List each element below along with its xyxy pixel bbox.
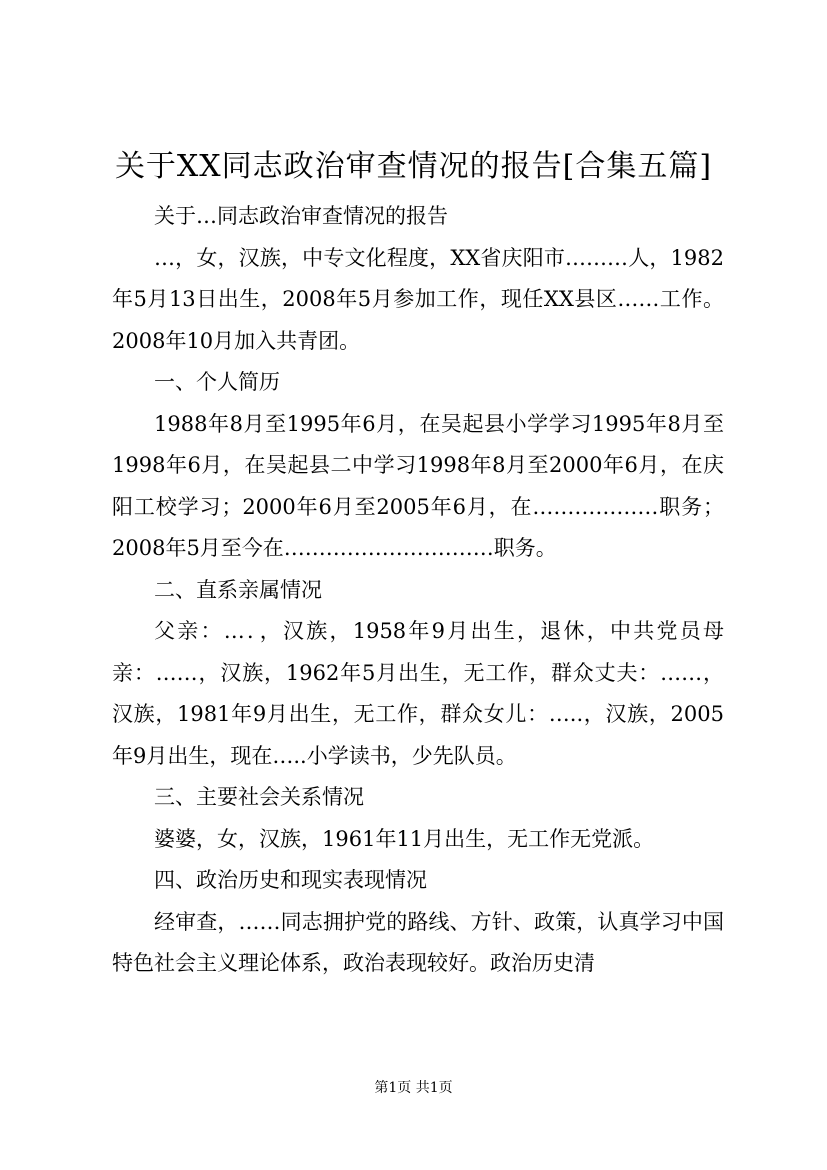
paragraph-resume: 1988年8月至1995年6月，在吴起县小学学习1995年8月至1998年6月，在吴起县二中学习1998年8月至2000年6月，在庆阳工校学习；2000年6月至2005年6月，在………………职务；2008年5月至今在…………………………职务。 <box>112 411 724 560</box>
paragraph-social-relations: 婆婆，女，汉族，1961年11月出生，无工作无党派。 <box>154 826 655 851</box>
paragraph-basic-info: …，女，汉族，中专文化程度，XX省庆阳市………人，1982年5月13日出生，2008年5月参加工作，现任XX县区……工作。2008年10月加入共青团。 <box>112 245 724 353</box>
paragraph-report-heading: 关于…同志政治审查情况的报告 <box>154 204 448 228</box>
document-title: 关于XX同志政治审查情况的报告[合集五篇] <box>114 149 713 184</box>
page-footer: 第1页 共1页 <box>374 1080 453 1096</box>
paragraph-political-history: 经审查，……同志拥护党的路线、方针、政策，认真学习中国特色社会主义理论体系，政治表现较好。政治历史清 <box>112 909 724 975</box>
section-heading-political-history: 四、政治历史和现实表现情况 <box>154 868 427 892</box>
section-heading-resume: 一、个人简历 <box>154 370 280 394</box>
document-body <box>112 196 724 985</box>
section-heading-social-relations: 三、主要社会关系情况 <box>154 785 364 809</box>
section-heading-relatives: 二、直系亲属情况 <box>154 577 322 602</box>
paragraph-relatives: 父亲：…．，汉族，1958年9月出生，退休，中共党员母亲：……，汉族，1962年5月出生，无工作，群众丈夫：……，汉族，1981年9月出生，无工作，群众女儿：…..，汉族，2005年9月出生，现在…..小学读书，少先队员。 <box>112 619 724 768</box>
